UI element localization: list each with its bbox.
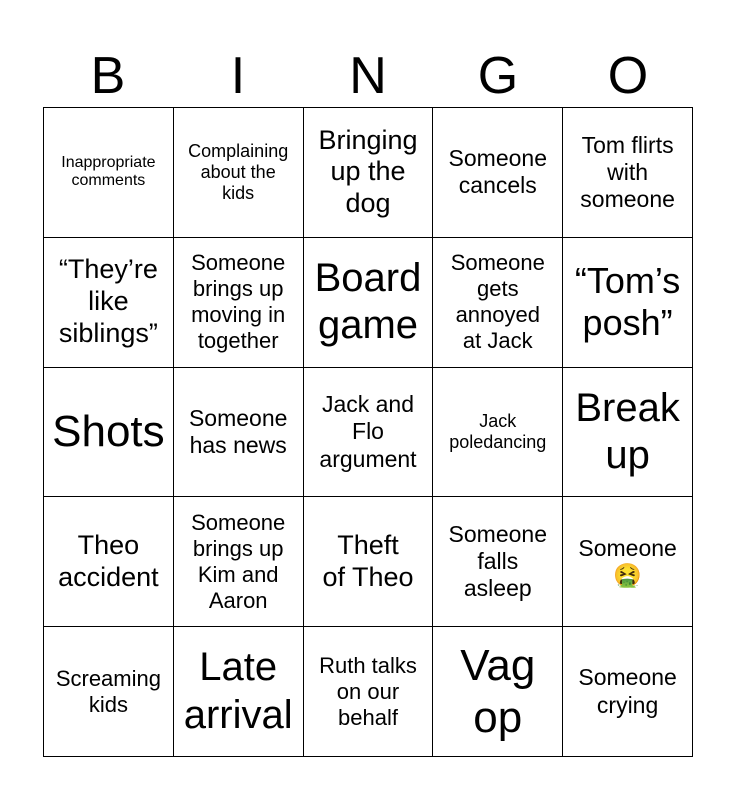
header-letter-n: N: [349, 47, 387, 105]
cell-label: Board game: [314, 256, 422, 348]
bingo-cell-5-5[interactable]: [563, 627, 693, 757]
bingo-cell-4-4[interactable]: [433, 497, 563, 627]
bingo-cell-2-4[interactable]: [433, 238, 563, 368]
cell-label: Vag op: [460, 640, 536, 742]
cell-label: Someone cancels: [448, 145, 548, 199]
bingo-cell-3-3[interactable]: [304, 368, 434, 498]
bingo-cell-5-2[interactable]: [174, 627, 304, 757]
cell-label: Theft of Theo: [322, 529, 414, 592]
bingo-cell-5-3[interactable]: [304, 627, 434, 757]
header-letter-g: G: [477, 47, 519, 105]
bingo-cell-2-3[interactable]: [304, 238, 434, 368]
cell-label: Complaining about the kids: [188, 140, 289, 204]
bingo-cell-1-4[interactable]: [433, 108, 563, 238]
cell-label: “Tom’s posh”: [574, 259, 681, 344]
bingo-cell-4-2[interactable]: [174, 497, 304, 627]
cell-label: Late arrival: [183, 645, 293, 737]
cell-label: Someone falls asleep: [448, 521, 548, 602]
bingo-cell-2-1[interactable]: [44, 238, 174, 368]
bingo-cell-4-5[interactable]: [563, 497, 693, 627]
header-letter-o: O: [607, 47, 649, 105]
cell-label: Shots: [52, 407, 165, 457]
cell-label: “They’re like siblings”: [58, 254, 158, 349]
cell-label: Ruth talks on our behalf: [319, 652, 417, 730]
cell-label: Theo accident: [58, 529, 159, 592]
cell-label: Someone 🤮: [578, 534, 677, 588]
bingo-cell-2-2[interactable]: [174, 238, 304, 368]
cell-label: Tom flirts with someone: [580, 131, 675, 212]
bingo-cell-3-1[interactable]: [44, 368, 174, 498]
cell-label: Jack poledancing: [449, 410, 547, 452]
bingo-cell-4-3[interactable]: [304, 497, 434, 627]
bingo-cell-1-5[interactable]: [563, 108, 693, 238]
header-letter-i: I: [230, 47, 246, 105]
header-letter-b: B: [90, 47, 126, 105]
bingo-cell-5-4[interactable]: [433, 627, 563, 757]
bingo-cell-1-3[interactable]: [304, 108, 434, 238]
bingo-cell-4-1[interactable]: [44, 497, 174, 627]
bingo-cell-3-5[interactable]: [563, 368, 693, 498]
cell-label: Break up: [575, 385, 680, 477]
bingo-cell-2-5[interactable]: [563, 238, 693, 368]
cell-label: Someone has news: [188, 404, 288, 458]
cell-label: Someone crying: [578, 664, 677, 718]
cell-label: Someone brings up Kim and Aaron: [191, 509, 286, 613]
cell-label: Screaming kids: [55, 665, 161, 717]
bingo-cell-3-2[interactable]: [174, 368, 304, 498]
bingo-cell-3-4[interactable]: [433, 368, 563, 498]
bingo-cell-1-2[interactable]: [174, 108, 304, 238]
bingo-header: [43, 44, 693, 108]
cell-label: Bringing up the dog: [318, 124, 418, 219]
bingo-cell-1-1[interactable]: [44, 108, 174, 238]
bingo-cell-5-1[interactable]: [44, 627, 174, 757]
cell-label: Someone brings up moving in together: [191, 250, 286, 354]
cell-label: Jack and Flo argument: [319, 391, 417, 472]
bingo-card: [43, 107, 693, 757]
cell-label: Inappropriate comments: [61, 153, 156, 190]
cell-label: Someone gets annoyed at Jack: [450, 250, 545, 354]
